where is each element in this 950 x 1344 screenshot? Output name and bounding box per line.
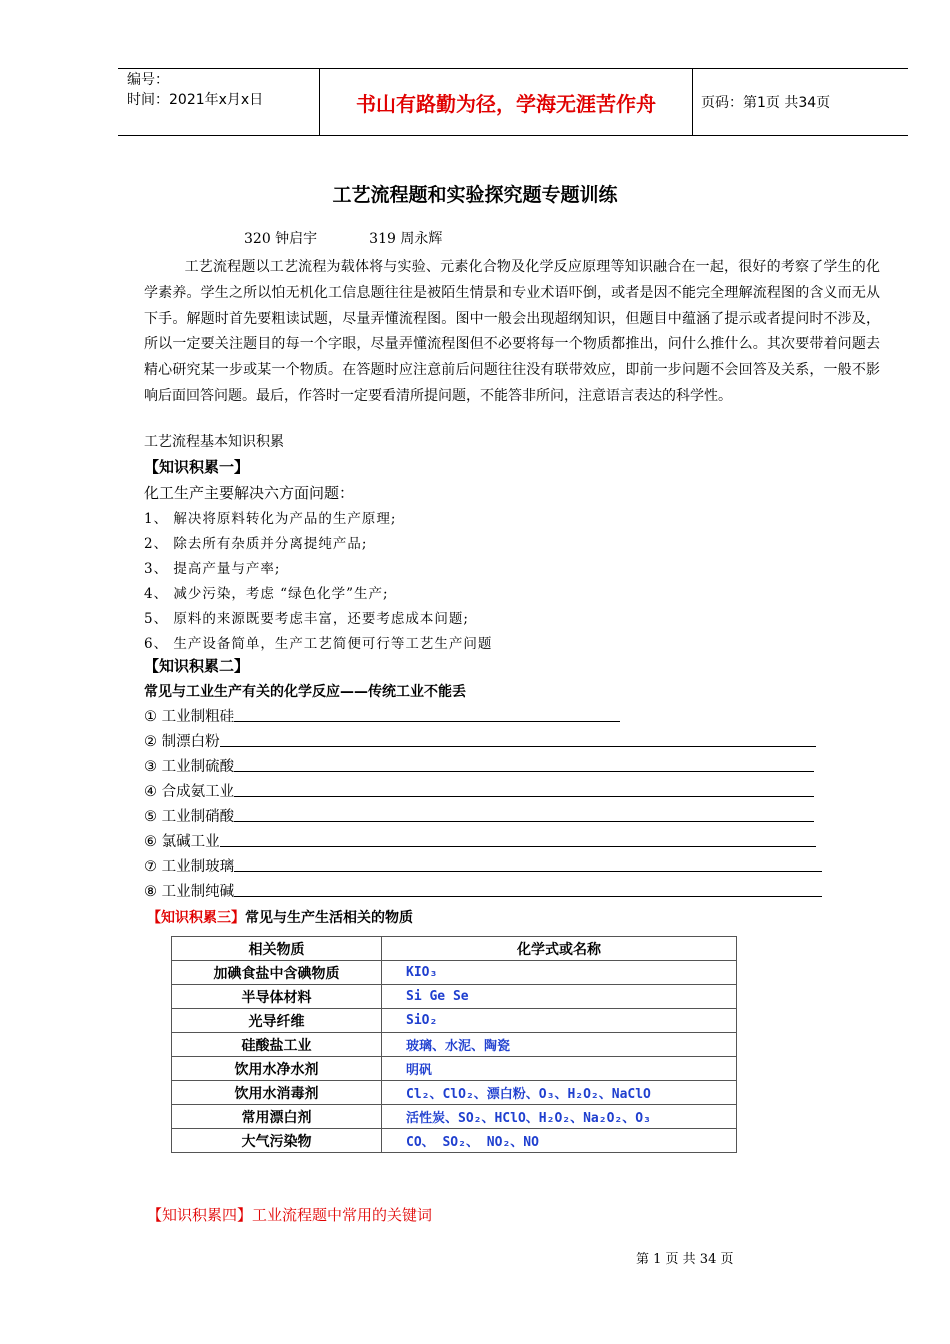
header-divider-1 <box>319 68 320 136</box>
fill-in-row <box>144 877 822 901</box>
section1-subheading: 化工生产主要解决六方面问题： <box>144 484 355 502</box>
table-row <box>172 1081 737 1105</box>
table-row <box>172 1057 737 1081</box>
fill-in-row <box>144 852 822 876</box>
fill-in-label: ① 工业制粗硅 <box>144 709 235 725</box>
section3-heading-bracket: 【知识积累三】 <box>147 910 245 926</box>
answer-blank[interactable] <box>234 896 822 897</box>
header-page-label: 页码：第1页 共34页 <box>701 95 831 111</box>
fill-in-row <box>144 802 814 826</box>
table-header-cell: 化学式或名称 <box>382 937 737 961</box>
table-cell-substance: 光导纤维 <box>172 1009 382 1033</box>
table-cell-formula: CO、 SO₂、 NO₂、NO <box>382 1129 737 1153</box>
list-item: 2、 除去所有杂质并分离提纯产品; <box>144 536 368 552</box>
section2-subheading: 常见与工业生产有关的化学反应——传统工业不能丢 <box>144 684 466 700</box>
table-cell-substance: 加碘食盐中含碘物质 <box>172 961 382 985</box>
number-label: 编号： <box>127 72 169 88</box>
answer-blank[interactable] <box>220 746 816 747</box>
fill-in-label: ⑦ 工业制玻璃 <box>144 859 235 875</box>
fill-in-label: ④ 合成氨工业 <box>144 784 235 800</box>
table-cell-formula: Cl₂、ClO₂、漂白粉、O₃、H₂O₂、NaClO <box>382 1081 737 1105</box>
section1-heading: 【知识积累一】 <box>144 458 250 476</box>
section3-heading <box>147 907 413 927</box>
fill-in-label: ⑤ 工业制硝酸 <box>144 809 235 825</box>
table-header-cell: 相关物质 <box>172 937 382 961</box>
time-label: 时间：2021年x月x日 <box>127 92 264 108</box>
author-2: 319 周永辉 <box>369 231 443 247</box>
answer-blank[interactable] <box>234 796 814 797</box>
fill-in-row <box>144 702 620 726</box>
section4-heading-text: 工业流程题中常用的关键词 <box>252 1206 433 1224</box>
table-cell-substance: 常用漂白剂 <box>172 1105 382 1129</box>
answer-blank[interactable] <box>234 771 814 772</box>
table-cell-substance: 硅酸盐工业 <box>172 1033 382 1057</box>
table-cell-formula: KIO₃ <box>382 961 737 985</box>
answer-blank[interactable] <box>234 721 620 722</box>
table-cell-substance: 饮用水消毒剂 <box>172 1081 382 1105</box>
fill-in-row <box>144 827 816 851</box>
table-row <box>172 1129 737 1153</box>
header-divider-2 <box>692 68 693 136</box>
table-header-row <box>172 937 737 961</box>
table-row <box>172 1105 737 1129</box>
fill-in-label: ③ 工业制硫酸 <box>144 759 235 775</box>
answer-blank[interactable] <box>234 871 822 872</box>
answer-blank[interactable] <box>220 846 816 847</box>
page-footer: 第 1 页 共 34 页 <box>636 1252 734 1267</box>
list-item: 1、 解决将原料转化为产品的生产原理; <box>144 511 397 527</box>
section4-heading-bracket: 【知识积累四】 <box>147 1206 253 1224</box>
table-row <box>172 1033 737 1057</box>
list-item: 3、 提高产量与产率; <box>144 561 281 577</box>
section2-heading: 【知识积累二】 <box>144 657 250 675</box>
fill-in-label: ② 制漂白粉 <box>144 734 220 750</box>
header-meta <box>127 70 263 110</box>
answer-blank[interactable] <box>234 821 814 822</box>
fill-in-label: ⑧ 工业制纯碱 <box>144 884 235 900</box>
list-item: 5、 原料的来源既要考虑丰富，还要考虑成本问题; <box>144 611 469 627</box>
list-item: 6、 生产设备简单，生产工艺简便可行等工艺生产问题 <box>144 636 493 652</box>
table-row <box>172 961 737 985</box>
fill-in-row <box>144 727 816 751</box>
section3-heading-text: 常见与生产生活相关的物质 <box>245 910 413 926</box>
table-cell-formula: 玻璃、水泥、陶瓷 <box>382 1033 737 1057</box>
table-cell-substance: 大气污染物 <box>172 1129 382 1153</box>
page-title: 工艺流程题和实验探究题专题训练 <box>332 184 618 206</box>
intro-paragraph: 工艺流程题以工艺流程为载体将与实验、元素化合物及化学反应原理等知识融合在一起，很好的考察了学生的化学素养。学生之所以怕无机化工信息题往往是被陌生情景和专业术语吓倒，或者是因不能完全理解流程图的含义而无从下手。解题时首先要粗读试题，尽量弄懂流程图。图中一般会出现超纲知识，但题目中蕴涵了提示或者提问时不涉及，所以一定要关注题目的每一个字眼，尽量弄懂流程图但不必要将每一个物质都推出，问什么推什么。其次要带着问题去精心研究某一步或某一个物质。在答题时应注意前后问题往往没有联带效应，即前一步问题不会回答及关系，一般不影响后面回答问题。最后，作答时一定要看清所提问题，不能答非所问，注意语言表达的科学性。 <box>144 259 880 404</box>
table-cell-substance: 饮用水净水剂 <box>172 1057 382 1081</box>
basics-label: 工艺流程基本知识积累 <box>144 434 284 450</box>
table-cell-formula: Si Ge Se <box>382 985 737 1009</box>
fill-in-row <box>144 752 814 776</box>
fill-in-row <box>144 777 814 801</box>
authors <box>244 228 442 248</box>
section4-heading <box>147 1204 432 1225</box>
list-item: 4、 减少污染，考虑 “绿色化学”生产; <box>144 586 389 602</box>
table-row <box>172 1009 737 1033</box>
table-cell-formula: 明矾 <box>382 1057 737 1081</box>
substances-table <box>171 936 737 1153</box>
fill-in-label: ⑥ 氯碱工业 <box>144 834 220 850</box>
header-motto: 书山有路勤为径，学海无涯苦作舟 <box>356 91 656 116</box>
table-cell-substance: 半导体材料 <box>172 985 382 1009</box>
author-1: 320 钟启宇 <box>244 231 318 247</box>
table-row <box>172 985 737 1009</box>
table-cell-formula: 活性炭、SO₂、HClO、H₂O₂、Na₂O₂、O₃ <box>382 1105 737 1129</box>
table-cell-formula: SiO₂ <box>382 1009 737 1033</box>
